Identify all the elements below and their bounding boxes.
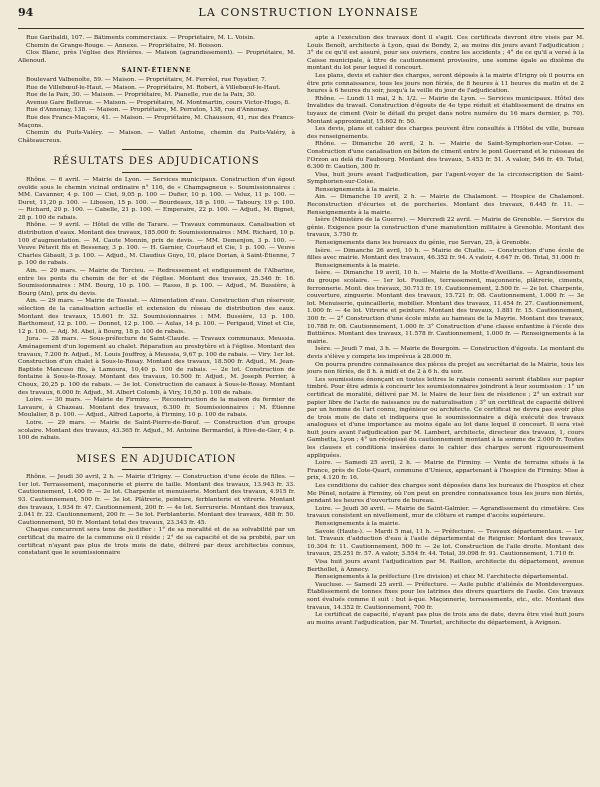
list-item: Chemin du Puits-Valéry. — Maison. — Vallet Antoine, chemin du Puits-Valéry, à Châteaucreux. [18,130,295,144]
mises-title: MISES EN ADJUDICATION [76,453,237,465]
section-divider [122,149,192,150]
right-paragraph: Visa, huit jours avant l'adjudication, par l'agent-voyer de la circonscription de Saint-Symphorien-sur-Coise. [307,171,584,186]
page-header [18,6,584,26]
top-entries [18,35,295,145]
columns [18,35,584,787]
list-item: Avenue Gare Bellevue. — Maison. — Propriétaire, M. Montmartin, cours Victor-Hugo, 8. [26,99,290,106]
left-column [18,35,295,787]
right-paragraph: Isère. — Dimanche 26 avril, 10 h. — Mairie de Chatte. — Construction d'une école de filles avec mairie. Montant des travaux, 46.352 fr. 94. A valoir, 4.647 fr. 06. Total, 51.000 fr. [307,247,584,262]
results-list [18,177,295,443]
right-paragraph: Renseignements dans les bureaux du génie, rue Servan, 25, à Grenoble. [315,240,532,247]
right-paragraph: apte à l'exécution des travaux dont il s'agit. Ces certificats devront être visés par M. Louis Benoît, architecte à Lyon, quai de Bondy, 2, au moins dix jours avant l'adjudication ; 3° de ce qu'il est assuré, pour ses ouvriers, contre les accidents ; 4° de ce qu'il a versé à la Caisse municipale, à titre de cautionnement provisoire, une somme égale au dixième du montant du lot pour lequel il concourt. [307,35,584,72]
right-paragraph: Savoie (Haute-). — Mardi 5 mai, 11 h. — Préfecture. — Travaux départementaux. — 1er lot. Travaux d'adduction d'eau à l'asile départemental de Reignier. Montant des travaux, 10.304 fr. 11. Cautionnement, 500 fr. — 2e lot. Construction de l'aile droite. Montant des travaux, 25.251 fr. 57. A valoir, 3.554 fr. 44. Total, 39.098 fr. 91. Cautionnement, 1.710 fr. [307,528,584,558]
right-paragraph: Renseignements à la mairie. [315,186,400,193]
page-number: 94 [18,6,34,19]
list-item: Boulevard Valbenoîte, 59. — Maison. — Propriétaire, M. Ferréol, rue Foyatier, 7. [26,76,267,83]
right-paragraph: Le certificat de capacité, n'ayant pas plus de trois ans de date, devra être visé huit jours au moins avant l'adjudication, par M. Tourtet, architecte du département, à Avignon. [307,612,584,626]
right-paragraph: Isère. — Jeudi 7 mai, 3 h. — Mairie de Bourgoin. — Construction d'égouts. Le montant du devis s'élève y compris les imprévus à 28.000 fr. [307,346,584,360]
right-paragraph: Renseignements à la préfecture (1re division) et chez M. l'architecte départemental. [315,574,569,581]
mises-list [18,474,295,558]
list-item: Rue d'Annonay, 138. — Maison. — Propriétaire, M. Perraton, 138, rue d'Annonay. [26,107,270,114]
list-item: Chemin de Grange-Rouge. — Annexe. — Propriétaire, M. Boisson. [26,42,224,49]
right-paragraph: Isère. — Dimanche 19 avril, 10 h. — Mairie de la Motte-d'Aveillans. — Agrandissement du groupe scolaire. — 1er lot. Fouilles, terrassement, maçonnerie, plâtrerie, ciments, ferronnerie. Mont. des travaux, 30.713 fr. 19. Cautionnement, 2.500 fr. — 2e lot. Charpente, couverture, zinguerie. Montant des travaux, 15.721 fr. 08. Cautionnement, 1.000 fr. — 3e lot. Menuiserie, quincaillerie, mobilier. Montant des travaux, 11.454 fr. 27. Cautionnement, 1.000 fr. — 4e lot. Vitrerie et peinture. Montant des travaux, 1.881 fr. 15. Cautionnement, 300 fr. — 2° Construction d'une école mixte au hameau de la Mayrie. Montant des travaux, 10.788 fr. 08. Cautionnement, 1.000 fr. 3° Construction d'une classe enfantine à l'école des Buttières. Montant des travaux, 11.578 fr. Cautionnement, 1.000 fr. — Renseignements à la mairie. [307,270,584,345]
running-title: LA CONSTRUCTION LYONNAISE [198,6,419,19]
section-divider [122,172,192,173]
right-paragraph: Les conditions du cahier des charges sont déposées dans les bureaux de l'hospice et chez Me Pénel, notaire à Firminy, où l'on peut en prendre connaissance tous les jours non fériés, pendant les heures d'ouverture de bureau. [307,483,584,505]
right-paragraph: Visa huit jours avant l'adjudication par M. Raillon, architecte du département, avenue Berthollet, à Annecy. [307,558,584,573]
right-paragraph: Loire. — Samedi 25 avril, 2 h. — Mairie de Firminy. — Vente de terrains situés à la France, près de Cote-Quart, commune d'Unieux, appartenant à l'hospice de Firminy. Mise à prix, 4.120 fr. 16. [307,460,584,482]
list-item: Clos Blanc, près l'église des Rivières. — Maison (agrandissement). — Propriétaire, M. Allenoud. [18,50,295,64]
right-paragraph: Les soumissions énonçant en toutes lettres le rabais consenti seront établies sur papier timbré. Pour être admis à concourir les soumissionnaires joindront à leur soumission : 1° un certificat de moralité, délivré par M. le Maire de leur lieu de résidence ; 2° un extrait sur papier libre de l'acte de naissance ou de naturalisation ; 3° un certificat de capacité délivré par un homme de l'art connu, ingénieur ou architecte. Ce certificat ne devra pas avoir plus de trois mois de date et indiquera que le soumissionnaire a déjà exécuté des travaux analogues et d'une importance au moins égale au lot dans lequel il concourt. Il sera visé huit jours avant l'adjudication par M. Lambert, architecte, directeur des travaux, 1, cours Gambetta, Lyon ; 4° un récépissé du cautionnement montant à la somme de 2.000 fr. Toutes les clauses et conditions insérées dans le cahier des charges seront rigoureusement appliquées. [307,376,584,459]
right-paragraph: Les plans, devis et cahier des charges, seront déposés à la mairie d'Irigny où il pourra en être pris connaissance, tous les jours non fériés, de 8 heures à 11 heures du matin et de 2 heures à 6 heures du soir, jusqu'à la veille du jour de l'adjudication. [307,72,584,95]
section-divider [122,447,192,448]
mises-paragraph: Rhône. — Jeudi 30 avril, 2 h. — Mairie d'Irigny. — Construction d'une école de filles. — 1er lot. Terrassement, maçonnerie et pierre de taille. Montant des travaux, 13.943 fr. 33. Cautionnement, 1.400 fr. — 2e lot. Charpente et menuiserie. Montant des travaux, 4.915 fr. 93. Cautionnement, 500 fr. — 3e lot. Plâtrerie, peinture, ferblanterie et vitrerie. Montant des travaux, 1.934 fr. 47. Cautionnement, 200 fr. — 4e lot. Serrurerie. Montant des travaux, 2.041 fr. 22. Cautionnement, 200 fr. — 5e lot. Ferblanterie. Montant des travaux, 488 fr. 50. Cautionnement, 50 fr. Montant total des travaux, 23.343 fr. 45. [18,474,295,526]
section-divider [122,469,192,470]
results-paragraph: Loire. — 29 mars. — Mairie de Saint-Pierre-de-Bœuf. — Construction d'un groupe scolaire. Montant des travaux, 43.365 fr. Adjud., M. Antoine Bermardel, à Rive-de-Gier, 4 p. 100 de rabais. [18,419,295,442]
right-paragraph: Les devis, plans et cahier des charges peuvent être consultés à l'Hôtel de ville, bureau des renseignements. [307,126,584,140]
right-paragraph: On pourra prendre connaissance des pièces du projet au secrétariat de la Mairie, tous les jours non fériés, de 8 h. à midi et de 2 à 6 h. du soir. [307,361,584,376]
list-item: Rue Garibaldi, 107. — Bâtiments commerciaux. — Propriétaire, M. L. Voisin. [26,35,255,41]
results-paragraph: Jura. — 28 mars. — Sous-préfecture de Saint-Claude. — Travaux communaux. Meussia. Aménagement d'un logement au chalet. Réparation au presbytère et à l'église. Montant des travaux, 7.200 fr. Adjud., M. Louis Jouffroy, à Meussia, 9,67 p. 100 de rabais. — Viry. 1er lot. Construction d'un chalet à Sous-le-Rosay. Montant des travaux, 18.500 fr. Adjud., M. Jean-Baptiste Mancuso fils, à Lamoura, 10,40 p. 100 de rabais. — 2e lot. Construction de fontaine à Sous-le-Rosay. Montant des travaux, 10.500 fr. Adjud., M. Joseph Perrier, à Choux, 20,25 p. 100 de rabais. — 3e lot. Construction de canaux à Sous-le-Rosay. Montant des travaux, 6.000 fr. Adjud., M. Albert Colomb, à Viry, 10,50 p. 100 de rabais. [18,336,295,396]
results-title: RÉSULTATS DES ADJUDICATIONS [53,156,260,168]
right-paragraph: Renseignements à la mairie. [315,262,400,269]
results-paragraph: Loire. — 30 mars. — Mairie de Firminy. — Reconstruction de la maison du fermier de Lavaure, à Chazeau. Montant des travaux, 6.300 fr. Soumissionnaires : M. Étienne Moulalier, 8 p. 100. — Adjud., Alfred Laporte, à Firminy, 10 p. 100 de rabais. [18,397,295,419]
saint-etienne-heading: SAINT-ÉTIENNE [121,67,192,75]
right-paragraph: Vaucluse. — Samedi 25 avril. — Préfecture. — Asile public d'aliénés de Montdevergues. Établissement de tonnes fixes pour les latrines des divers quartiers de l'asile. Ces travaux sont évalués comme il suit : but à-que. Maçonnerie, terrassements, etc., etc. Montant des travaux, 14.352 fr. Cautionnement, 700 fr. [307,581,584,611]
header-rule [18,28,584,29]
right-paragraph: Loire. — Jeudi 30 avril. — Mairie de Saint-Galmier. — Agrandissement du cimetière. Ces travaux consistent en nivellement, mur de clôture et rampe d'accès supérieure. [307,505,584,520]
list-item: Rue des Francs-Maçons, 41. — Maison. — Propriétaire, M. Chausson, 41, rue des Francs-Maçons. [18,114,295,129]
right-paragraph: Renseignements à la mairie. [315,521,400,527]
results-paragraph: Ain. — 29 mars. — Mairie de Torcieu. — Redressement et endiguement de l'Albarine, entre les ponts du chemin de fer et de l'église. Montant des travaux, 25.346 fr. 16. Soumissionnaires : MM. Bourg, 10 p. 100. — Rasso, 8 p. 100. — Adjud., M. Bussière, à Bourg (Ain), prix du devis. [18,268,295,297]
results-paragraph: Rhône. — 6 avril. — Mairie de Lyon. — Services municipaux. Construction d'un égout ovoïde sous le chemin vicinal ordinaire n° 116, de « Champagneux ». Soumissionnaires : MM. Cavanner, 4 p. 100 — Ciet, 9,05 p. 100 — Dufier, 10 p. 100. — Veluz, 11 p. 100. — Duret, 11,20 p. 100. — Liboson, 15 p. 100. — Bourdeaux, 18 p. 100. — Taboury, 19 p. 100. — Richard, 20 p. 100. — Cabelle, 21 p. 100. — Emperaire, 22 p. 100. — Adjud., M. Bignet, 28 p. 100 de rabais. [18,176,295,221]
list-item: Rue de la Paix, 30. — Maison. — Propriétaire, M. Pianelle, rue de la Paix, 30. [26,92,256,99]
results-paragraph: Ain. — 29 mars. — Mairie de Tossiat. — Alimentation d'eau. Construction d'un réservoir, sélection de la canalisation actuelle et extension du réseau de distribution des eaux. Montant des travaux, 15.601 fr. 32. Soumissionnaires : MM. Bussière, 13 p. 100. Barthomeuf, 12 p. 100. — Donnet, 12 p. 100. — Aulas, 14 p. 100. — Perigaud, Vinet et Cie, 12 p. 100. — Adj. M. Abel, à Bourg, 18 p. 100 de rabais. [18,298,295,335]
results-paragraph: Rhône. — 9 avril. — Hôtel de ville de Tarare. — Travaux communaux. Canalisation et distribution d'eaux. Montant des travaux, 185.000 fr. Soumissionnaires : MM. Richard, 10 p. 100 d'augmentation. — M. Caute Monnin, prix de devis. — MM. Demenjon, 3 p. 100. — Veuve Pétavit fils et Bessenay, 3 p. 100. — H. Garnier, Courtaud et Cie, 1 p. 100. — Veuve Charles Gibault, 3 p. 100. — Adjud., M. Claudius Guyo, 10, place Dorian, à Saint-Étienne, 7 p. 100 de rabais. [18,222,295,267]
right-column [307,35,584,787]
right-paragraph: Rhône. — Lundi 11 mai, 2 h. 1/2. — Mairie de Lyon. — Services municipaux. Hôtel des Invalides du travail. Construction d'égouts de 4e type réduit et établissement de drains en tuyaux de ciment (Voir le détail du projet dans notre numéro du 16 mars dernier, p. 70). Montant approximatif, 15.602 fr. 50. [307,95,584,125]
right-paragraph: Rhône. — Dimanche 26 avril, 2 h. — Mairie de Saint-Symphorien-sur-Coise. — Construction d'une canalisation en béton de ciment entre le pont Guerrand et le ruisseau de l'Orzon au delà du Faubourg. Montant des travaux, 5.453 fr. 51. A valoir, 546 fr. 49. Total, 6.300 fr. Caution, 300 fr. [307,141,584,171]
right-paragraph: Ain. — Dimanche 19 avril, 2 h. — Mairie de Chalamont. — Hospice de Chalamont. Reconstruction d'écuries et de porcheries. Montant des travaux, 6.445 fr. 11. — Renseignements à la mairie. [307,194,584,216]
right-paragraph: Isère (Ministère de la Guerre). — Mercredi 22 avril. — Mairie de Grenoble. — Service du génie. Exigence pour la construction d'une manutention militaire à Grenoble. Montant des travaux, 3.750 fr. [307,217,584,239]
mises-paragraph: Chaque concurrent sera tenu de justifier : 1° de sa moralité et de sa solvabilité par un certificat du maire de la commune où il réside ; 2° de sa capacité et de sa probité, par un certificat n'ayant pas plus de trois mois de date, délivré par deux architectes connus, constatant que le soumissionnaire [18,527,295,557]
list-item: Rue de Villebœuf-le-Haut. — Maison. — Propriétaire, M. Robert, à Villebœuf-le-Haut. [26,84,281,91]
